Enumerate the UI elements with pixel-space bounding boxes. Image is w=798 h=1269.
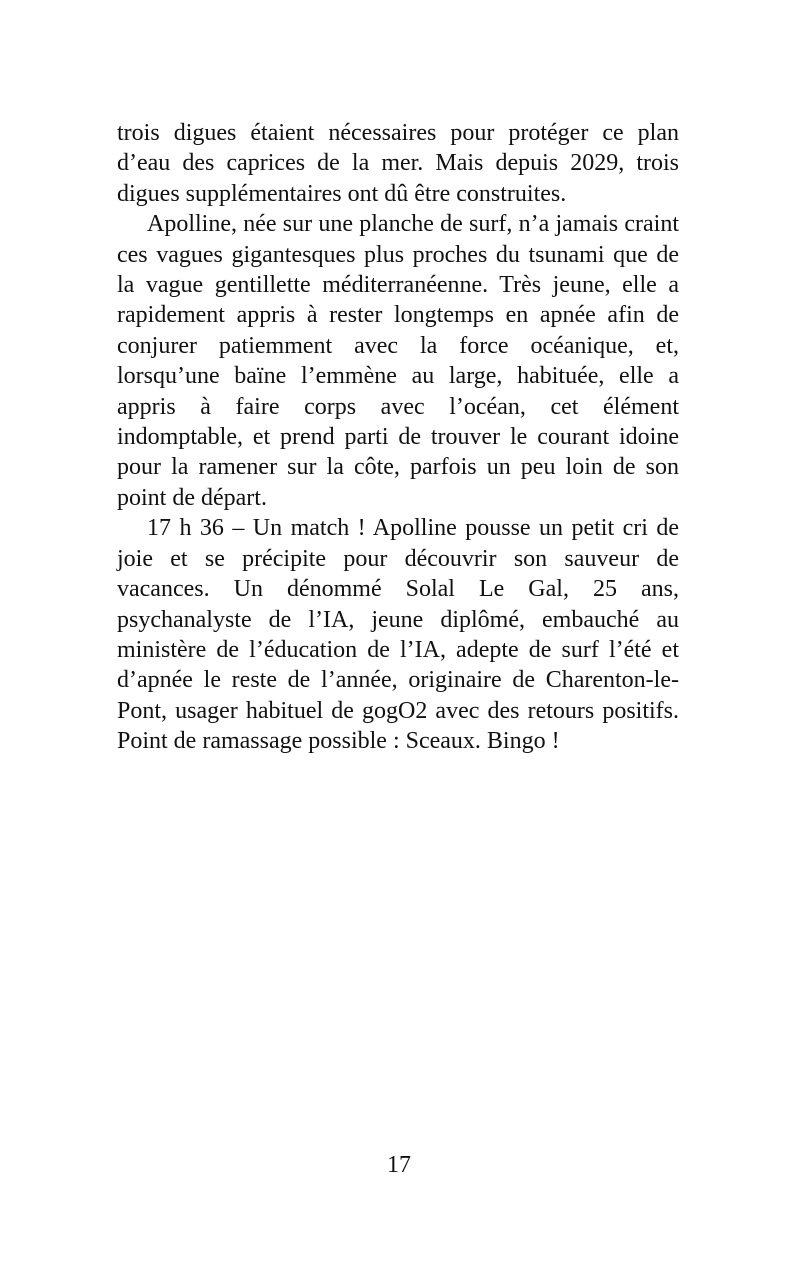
page-number: 17 [387,1152,411,1178]
paragraph-3: 17 h 36 – Un match ! Apolline pousse un petit cri de joie et se précipite pour découvrir son sauveur de vacances. Un dénommé Solal Le Gal, 25 ans, psychanalyste de l’IA, jeune diplômé, embauché au ministère de l’éducation de l’IA, adepte de surf l’été et d’apnée le reste de l’année, originaire de Charenton-le-Pont, usager habituel de gogO2 avec des retours positifs. Point de ramassage possible : Sceaux. Bingo ! [117,515,679,755]
paragraph-1: trois digues étaient nécessaires pour protéger ce plan d’eau des caprices de la mer. Mais depuis 2029, trois digues supplémentaires ont dû être construites. [117,120,679,207]
paragraph-2: Apolline, née sur une planche de surf, n’a jamais craint ces vagues gigantesques plus proches du tsunami que de la vague gentillette méditerranéenne. Très jeune, elle a rapidement appris à rester longtemps en apnée afin de conjurer patiemment avec la force océanique, et, lorsqu’une baïne l’emmène au large, habituée, elle a appris à faire corps avec l’océan, cet élément indomptable, et prend parti de trouver le courant idoine pour la ramener sur la côte, parfois un peu loin de son point de départ. [117,211,679,511]
body-text [117,118,679,757]
